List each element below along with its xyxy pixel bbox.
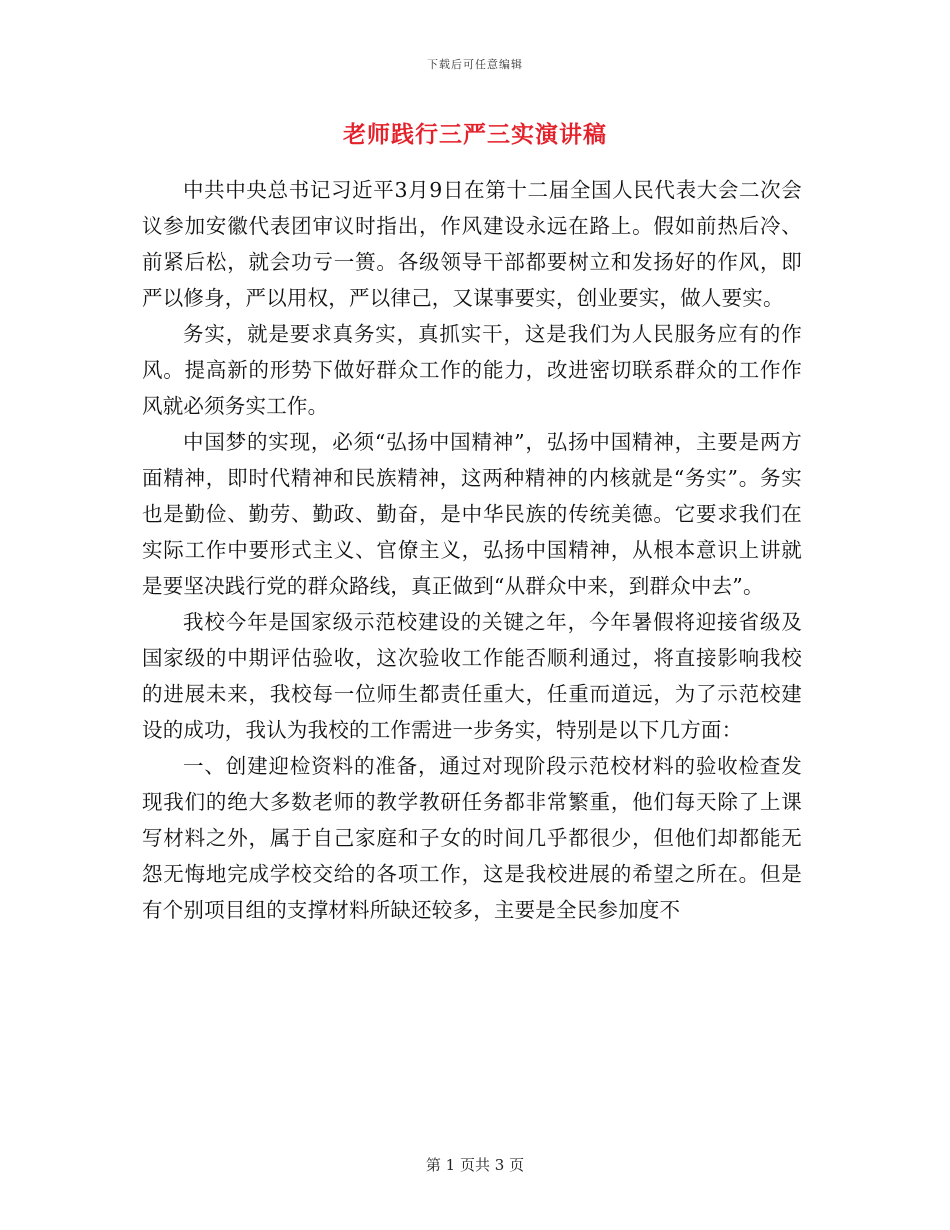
page-number-footer: 第 1 页共 3 页 bbox=[425, 1156, 525, 1174]
paragraph-4: 我校今年是国家级示范校建设的关键之年，今年暑假将迎接省级及国家级的中期评估验收，这次验收工作能否顺利通过，将直接影响我校的进展未来，我校每一位师生都责任重大，任重而道远，为了示范校建设的成功，我认为我校的工作需进一步务实，特别是以下几方面： bbox=[142, 610, 802, 742]
document-body bbox=[142, 172, 802, 928]
paragraph-2: 务实，就是要求真务实，真抓实干，这是我们为人民服务应有的作风。提高新的形势下做好群众工作的能力，改进密切联系群众的工作作风就必须务实工作。 bbox=[142, 322, 802, 418]
header-note: 下载后可任意编辑 bbox=[427, 58, 523, 71]
paragraph-3: 中国梦的实现，必须“弘扬中国精神”，弘扬中国精神，主要是两方面精神，即时代精神和民族精神，这两种精神的内核就是“务实”。务实也是勤俭、勤劳、勤政、勤奋，是中华民族的传统美德。它要求我们在实际工作中要形式主义、官僚主义，弘扬中国精神，从根本意识上讲就是要坚决践行党的群众路线，真正做到“从群众中来，到群众中去”。 bbox=[142, 430, 802, 598]
paragraph-1: 中共中央总书记习近平3月9日在第十二届全国人民代表大会二次会议参加安徽代表团审议时指出，作风建设永远在路上。假如前热后冷、前紧后松，就会功亏一篑。各级领导干部都要树立和发扬好的作风，即严以修身，严以用权，严以律己，又谋事要实，创业要实，做人要实。 bbox=[142, 178, 802, 310]
document-title: 老师践行三严三实演讲稿 bbox=[343, 121, 607, 148]
paragraph-5: 一、创建迎检资料的准备，通过对现阶段示范校材料的验收检查发现我们的绝大多数老师的教学教研任务都非常繁重，他们每天除了上课写材料之外，属于自己家庭和子女的时间几乎都很少，但他们却都能无怨无悔地完成学校交给的各项工作，这是我校进展的希望之所在。但是有个别项目组的支撑材料所缺还较多，主要是全民参加度不 bbox=[142, 754, 802, 922]
